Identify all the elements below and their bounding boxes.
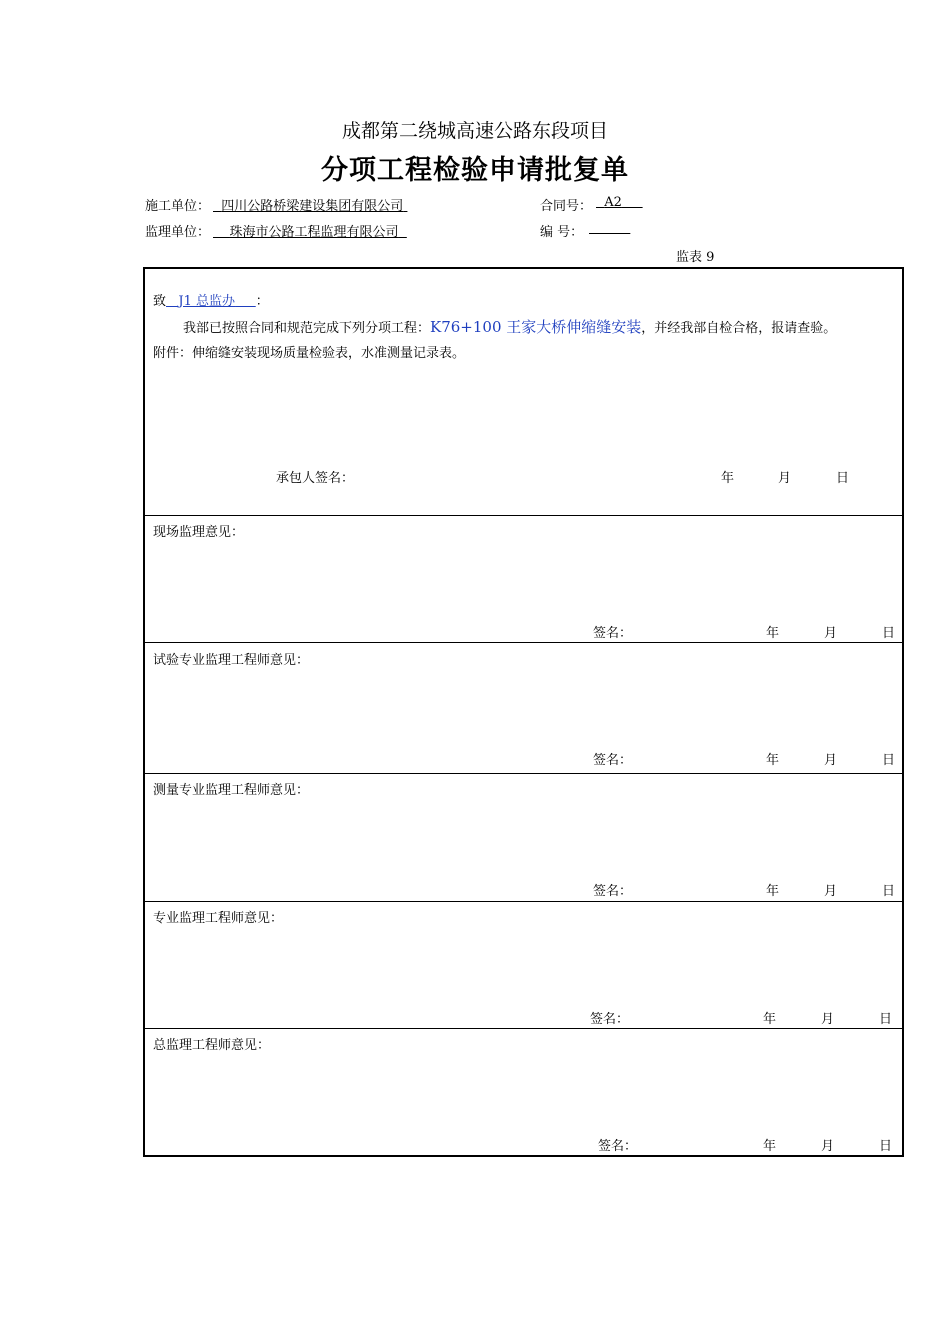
request-section	[145, 269, 902, 515]
project-item: K76+100 王家大桥伸缩缝安装	[430, 318, 642, 336]
to-recipient-value: J1 总监办	[178, 294, 236, 309]
sign-month: 月	[824, 753, 838, 768]
to-colon: ：	[255, 294, 269, 309]
section-label: 总监理工程师意见：	[153, 1038, 271, 1053]
sign-day: 日	[879, 1012, 893, 1027]
supervisor-value: 珠海市公路工程监理有限公司	[229, 225, 399, 240]
sign-label: 签名：	[593, 626, 633, 641]
attachment-note: 附件：伸缩缝安装现场质量检验表，水准测量记录表。	[153, 346, 466, 361]
sign-label: 签名：	[593, 753, 633, 768]
sign-label: 签名：	[593, 884, 633, 899]
contractor-value: 四川公路桥梁建设集团有限公司	[221, 199, 404, 214]
supervisor-label: 监理单位：	[145, 225, 211, 240]
sign-year: 年	[766, 884, 780, 899]
project-name: 成都第二绕城高速公路东段项目	[341, 120, 608, 142]
approval-form	[143, 267, 904, 1157]
to-line	[153, 290, 269, 309]
request-year: 年	[721, 471, 735, 486]
sign-month: 月	[824, 884, 838, 899]
form-code: 监表 9	[676, 250, 715, 265]
specialist-engineer-section	[145, 901, 902, 1028]
contract-no-label: 合同号：	[540, 199, 593, 214]
serial-field	[589, 221, 630, 236]
contract-no-field	[596, 195, 643, 210]
testing-engineer-section	[145, 642, 902, 773]
contract-no-value: A2	[604, 195, 622, 210]
section-label: 测量专业监理工程师意见：	[153, 783, 310, 798]
supervisor-field	[213, 221, 407, 240]
sign-month: 月	[821, 1139, 835, 1154]
site-supervisor-section	[145, 515, 902, 642]
sign-label: 签名：	[598, 1139, 638, 1154]
sign-month: 月	[824, 626, 838, 641]
section-label: 试验专业监理工程师意见：	[153, 653, 310, 668]
to-recipient	[166, 294, 256, 309]
body-prefix: 我部已按照合同和规范完成下列分项工程：	[183, 321, 431, 336]
to-label: 致	[153, 294, 167, 309]
request-day: 日	[836, 471, 850, 486]
sign-label: 签名：	[590, 1012, 630, 1027]
section-label: 专业监理工程师意见：	[153, 911, 284, 926]
serial-label: 编 号：	[540, 225, 584, 240]
contractor-label: 施工单位：	[145, 199, 211, 214]
contractor-signature-label: 承包人签名：	[276, 471, 355, 486]
sign-year: 年	[763, 1012, 777, 1027]
sign-month: 月	[821, 1012, 835, 1027]
section-label: 现场监理意见：	[153, 525, 245, 540]
sign-year: 年	[766, 626, 780, 641]
sign-year: 年	[766, 753, 780, 768]
survey-engineer-section	[145, 773, 902, 901]
contractor-field	[213, 195, 407, 214]
sign-day: 日	[882, 753, 896, 768]
sign-day: 日	[882, 626, 896, 641]
body-suffix: ，并经我部自检合格，报请查验。	[641, 321, 837, 336]
request-month: 月	[778, 471, 792, 486]
sign-day: 日	[879, 1139, 893, 1154]
form-title: 分项工程检验申请批复单	[321, 155, 629, 186]
sign-day: 日	[882, 884, 896, 899]
request-body	[183, 316, 836, 337]
sign-year: 年	[763, 1139, 777, 1154]
chief-engineer-section	[145, 1028, 902, 1155]
